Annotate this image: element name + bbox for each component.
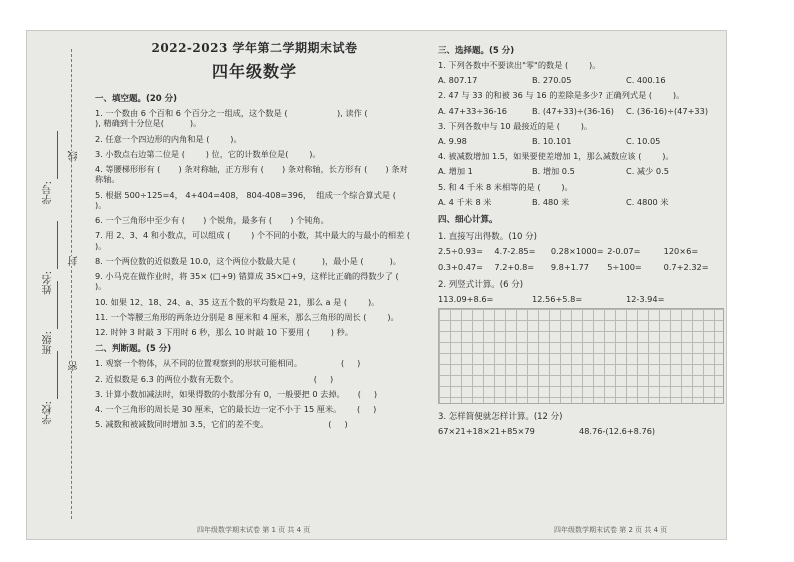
option-c[interactable]: C. 减少 0.5 [626, 166, 669, 176]
seal-dashed-line [71, 49, 72, 519]
fill-question[interactable]: 2. 任意一个四边形的内角和是 ( )。 [95, 133, 242, 144]
fill-question[interactable]: 6. 一个三角形中至少有 ( ) 个锐角，最多有 ( ) 个钝角。 [95, 215, 329, 225]
vertical-item: 12.56+5.8= [532, 294, 583, 305]
fill-question[interactable]: 4. 等腰梯形形有 ( ) 条对称轴，正方形有 ( ) 条对称轴，长方形有 ( ) 条对称轴。 [95, 164, 408, 185]
section-fill-blank: 一、填空题。(20 分) [95, 94, 178, 104]
fill-question[interactable]: 3. 小数点右边第二位是 ( ) 位，它的计数单位是( )。 [95, 148, 321, 159]
fill-question[interactable]: 9. 小马克在做作业时，将 35× (□+9) 错算成 35×□+9，这样比正确的得数少了 ( )。 [95, 271, 425, 292]
judge-question[interactable]: 5. 减数和被减数同时增加 3.5，它们的差不变。 ( ) [95, 419, 348, 430]
simple-item[interactable]: 67×21+18×21+85×79 [438, 426, 535, 437]
direct-item[interactable]: 9.8+1.77 [550, 262, 589, 273]
subsection-simple: 3. 怎样简便就怎样计算。(12 分) [438, 412, 563, 423]
choice-options [438, 197, 720, 208]
fill-question[interactable]: 1. 一个数由 6 个百和 6 个百分之一组成，这个数是 ( ), 读作 ( ), 精确到十分位是( )。 [95, 108, 433, 129]
subsection-direct: 1. 直接写出得数。(10 分) [438, 232, 537, 243]
choice-list [438, 60, 720, 208]
seal-mark: 密 [69, 361, 80, 371]
judge-question[interactable]: 4. 一个三角形的周长是 30 厘米，它的最长边一定不小于 15 厘米。 ( ) [95, 404, 377, 414]
direct-item[interactable]: 5÷100= [607, 262, 642, 273]
id-blank [57, 131, 58, 179]
option-a[interactable]: A. 4 千米 8 米 [438, 197, 492, 208]
direct-item[interactable]: 120×6= [663, 246, 699, 257]
choice-options [438, 75, 720, 85]
choice-options [438, 166, 720, 177]
fill-question[interactable]: 10. 如果 12、18、24、a、35 这五个数的平均数是 21，那么 a 是 ( )。 [95, 296, 380, 307]
direct-row [438, 246, 720, 256]
choice-options [438, 106, 720, 116]
school-blank [57, 351, 58, 399]
direct-item[interactable]: 0.7+2.32= [663, 262, 709, 273]
name-blank [57, 221, 58, 269]
page-footer: 四年级数学期末试卷 第 2 页 共 4 页 [554, 526, 668, 534]
subsection-vertical: 2. 列竖式计算。(6 分) [438, 280, 524, 291]
page-2 [434, 31, 728, 539]
binding-gutter [27, 31, 87, 539]
name-label: 姓名: [43, 271, 54, 295]
choice-question: 4. 被减数增加 1.5，如果要使差增加 1，那么减数应该 ( )。 [438, 150, 674, 161]
simple-item[interactable]: 48.76-(12.6+8.76) [579, 426, 656, 437]
seal-mark-2: 封 [69, 256, 80, 266]
option-c[interactable]: C. 10.05 [626, 135, 661, 146]
option-a[interactable]: A. 9.98 [438, 135, 467, 146]
section-calculation: 四、细心计算。 [438, 215, 498, 226]
vertical-item: 12-3.94= [626, 294, 665, 305]
exam-sheet [26, 30, 727, 540]
option-a[interactable]: A. 47+33÷36-16 [438, 105, 508, 116]
fill-question[interactable]: 12. 时钟 3 时敲 3 下用时 6 秒，那么 10 时敲 10 下要用 ( ) 秒。 [95, 327, 353, 337]
section-choice: 三、选择题。(5 分) [438, 46, 515, 56]
fill-question[interactable]: 7. 用 2、3、4 和小数点，可以组成 ( ) 个不同的小数，其中最大的与最小的相差 ( )。 [95, 230, 437, 251]
option-b[interactable]: B. 增加 0.5 [532, 166, 575, 176]
fill-question[interactable]: 8. 一个两位数的近似数是 10.0，这个两位小数最大是 ( )，最小是 ( )。 [95, 255, 401, 266]
choice-question: 5. 和 4 千米 8 米相等的是 ( )。 [438, 182, 573, 192]
option-b[interactable]: B. 10.101 [532, 135, 572, 146]
option-b[interactable]: B. (47+33)÷(36-16) [532, 105, 614, 116]
direct-item[interactable]: 0.28×1000= [550, 246, 604, 257]
judge-question[interactable]: 1. 观察一个物体，从不同的位置观察到的形状可能相同。 ( ) [95, 358, 361, 369]
fill-question[interactable]: 11. 一个等腰三角形的两条边分别是 8 厘米和 4 厘米，那么三角形的周长 ( )。 [95, 311, 399, 322]
class-blank [57, 281, 58, 329]
school-label: 学校: [43, 401, 54, 425]
option-c[interactable]: C. 4800 米 [626, 197, 669, 208]
class-label: 班级: [43, 331, 54, 355]
judge-question[interactable]: 3. 计算小数加减法时，如果得数的小数部分有 0，一般要把 0 去掉。 ( ) [95, 388, 378, 399]
fill-question[interactable]: 5. 根据 500÷125=4， 4+404=408， 804-408=396， 组成一个综合算式是 ( )。 [95, 189, 461, 210]
direct-item[interactable]: 0.3+0.47= [438, 262, 483, 273]
choice-options [438, 136, 720, 146]
exam-subtitle: 四年级数学 [211, 62, 297, 81]
direct-item[interactable]: 7.2+0.8= [494, 262, 535, 273]
exam-title: 2022-2023 学年第二学期期末试卷 [151, 41, 358, 55]
vertical-item: 113.09+8.6= [438, 294, 494, 305]
page-footer: 四年级数学期末试卷 第 1 页 共 4 页 [197, 526, 311, 534]
direct-item[interactable]: 2-0.07= [607, 246, 641, 257]
section-judge: 二、判断题。(5 分) [95, 344, 172, 355]
student-id-label: 学号: [43, 181, 54, 205]
direct-item[interactable]: 4.7-2.85= [494, 246, 536, 257]
judge-question[interactable]: 2. 近似数是 6.3 的两位小数有无数个。 ( ) [95, 373, 334, 384]
option-b[interactable]: B. 480 米 [532, 197, 570, 208]
option-a[interactable]: A. 增加 1 [438, 166, 473, 176]
option-a[interactable]: A. 807.17 [438, 75, 478, 86]
direct-item[interactable]: 2.5÷0.93= [438, 246, 483, 257]
scratch-grid[interactable] [438, 308, 724, 404]
choice-question: 3. 下列各数中与 10 最接近的是 ( )。 [438, 120, 593, 131]
option-c[interactable]: C. 400.16 [626, 75, 666, 86]
vertical-labels [438, 294, 720, 304]
simple-row [438, 426, 720, 436]
choice-question: 2. 47 与 33 的和被 36 与 16 的差除是多少? 正确列式是 ( )。 [438, 90, 685, 101]
option-c[interactable]: C. (36-16)÷(47+33) [626, 105, 709, 116]
judge-list [95, 358, 414, 429]
choice-question: 1. 下列各数中不要读出"零"的数是 ( )。 [438, 60, 601, 70]
option-b[interactable]: B. 270.05 [532, 75, 572, 86]
seal-mark-3: 线 [69, 151, 80, 161]
direct-row [438, 262, 720, 272]
